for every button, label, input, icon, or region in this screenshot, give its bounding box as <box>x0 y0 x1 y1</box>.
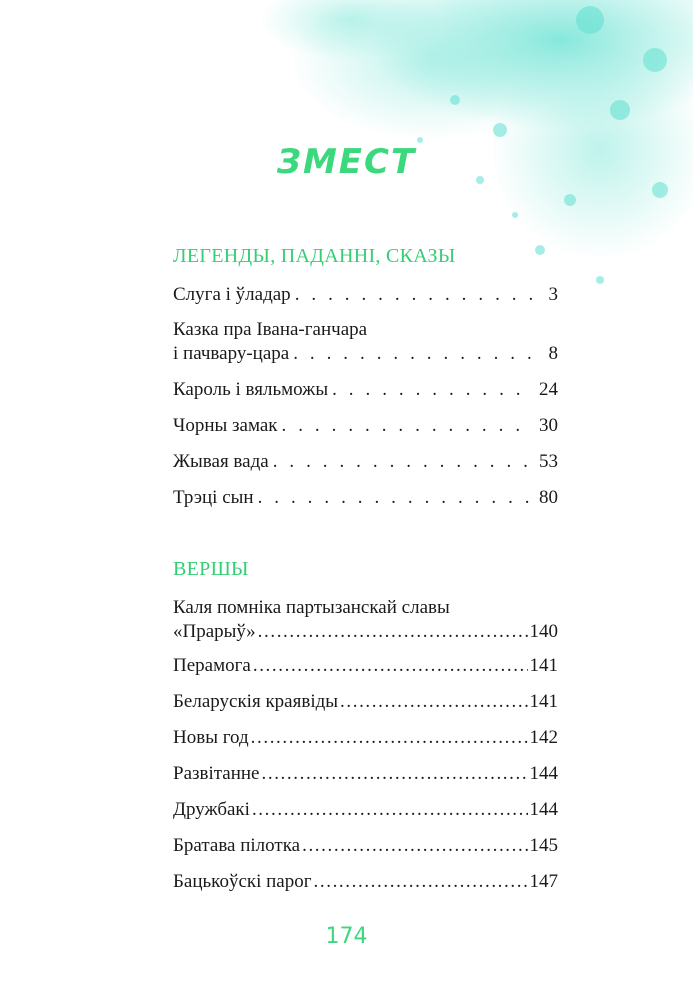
page-number: 174 <box>325 924 368 949</box>
leader-dots <box>302 834 527 858</box>
toc-entry <box>173 690 558 714</box>
page-title: ЗМЕСТ <box>276 142 417 182</box>
toc-entry-title: Жывая вада <box>173 451 269 472</box>
toc-entry <box>173 378 558 402</box>
toc-entry <box>173 726 558 750</box>
toc-entry <box>173 654 558 678</box>
toc-entry <box>173 596 558 644</box>
toc-entry-title: Трэці сын <box>173 487 254 508</box>
leader-dots <box>282 414 533 438</box>
section-heading-verses: ВЕРШЫ <box>173 558 249 580</box>
leader-dots <box>262 762 528 786</box>
toc-entry-page: 3 <box>548 284 558 305</box>
toc-entry-title: Слуга і ўладар <box>173 284 291 305</box>
toc-entry-page: 141 <box>529 655 558 676</box>
leader-dots <box>340 690 527 714</box>
toc-entry-title: Каля помніка партызанскай славы <box>173 597 450 618</box>
leader-dots <box>295 283 543 307</box>
leader-dots <box>251 726 528 750</box>
toc-entry <box>173 762 558 786</box>
toc-entry-title: Дружбакі <box>173 799 250 820</box>
toc-entry-title: Чорны замак <box>173 415 278 436</box>
section-heading-legends: ЛЕГЕНДЫ, ПАДАННІ, СКАЗЫ <box>173 245 456 267</box>
leader-dots <box>314 870 528 894</box>
toc-entry <box>173 486 558 510</box>
toc-entry <box>173 834 558 858</box>
toc-entry <box>173 870 558 894</box>
toc-entry-title: Перамога <box>173 655 251 676</box>
toc-entry-title: Кароль і вяльможы <box>173 379 329 400</box>
toc-entry-title: Бацькоўскі парог <box>173 871 312 892</box>
toc-entry-title: Беларускія краявіды <box>173 691 339 712</box>
toc-entry-page: 80 <box>539 487 558 508</box>
leader-dots <box>273 450 533 474</box>
toc-entry-title: Развітанне <box>173 763 260 784</box>
toc-entry <box>173 414 558 438</box>
toc-entry-page: 24 <box>539 379 558 400</box>
toc-entry-page: 8 <box>548 343 558 364</box>
toc-entry-page: 53 <box>539 451 558 472</box>
leader-dots <box>332 378 533 402</box>
toc-entry-title: Братава пілотка <box>173 835 301 856</box>
leader-dots <box>258 620 528 644</box>
toc-entry-page: 30 <box>539 415 558 436</box>
toc-entry-page: 140 <box>529 621 558 642</box>
toc-entry-title: Казка пра Івана-ганчара <box>173 319 368 340</box>
toc-entry-page: 145 <box>529 835 558 856</box>
toc-entry-title-continued: і пачвару-цара <box>173 343 290 364</box>
toc-entry-page: 147 <box>529 871 558 892</box>
toc-entry-page: 141 <box>529 691 558 712</box>
toc-entry <box>173 798 558 822</box>
leader-dots <box>253 654 528 678</box>
toc-entry-page: 144 <box>529 763 558 784</box>
toc-entry-title: Новы год <box>173 727 249 748</box>
leader-dots <box>258 486 533 510</box>
toc-entry <box>173 318 558 366</box>
toc-entry-page: 142 <box>529 727 558 748</box>
leader-dots <box>293 342 542 366</box>
leader-dots <box>252 798 528 822</box>
toc-entry-title-continued: «Прарыў» <box>173 621 256 642</box>
toc-entry <box>173 450 558 474</box>
toc-entry-page: 144 <box>529 799 558 820</box>
toc-entry <box>173 283 558 307</box>
